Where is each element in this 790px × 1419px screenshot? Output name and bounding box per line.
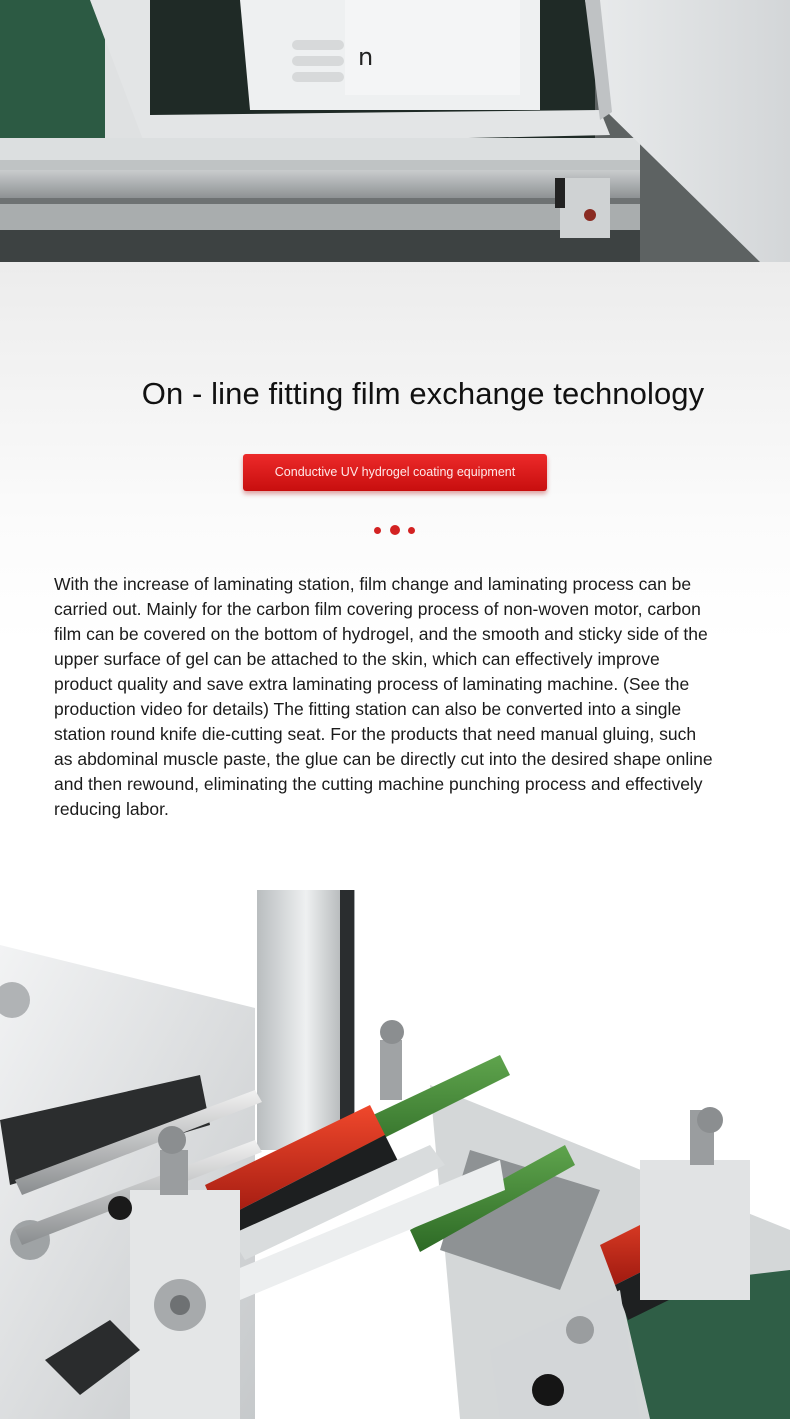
top-machine-photo: [0, 0, 790, 262]
section-title: On - line fitting film exchange technology: [141, 376, 705, 411]
dot-icon: [374, 527, 381, 534]
laminating-rollers-photo-icon: [0, 890, 790, 1419]
bottom-machine-photo: [0, 890, 790, 1419]
section-description: With the increase of laminating station, film change and laminating process can be carried out. Mainly for the carbon film covering process of non-woven motor, carbon film can be covered on the bottom of hydrogel, and the smooth and sticky side of the upper surface of gel can be attached to the skin, which can effectively improve product quality and save extra laminating process of laminating machine. (See the production video for details) The fitting station can also be converted into a single station round knife die-cutting seat. For the products that need manual gluing, such as abdominal muscle paste, the glue can be directly cut into the desired shape online and then rewound, eliminating the cutting machine punching process and effectively reducing labor.: [54, 574, 713, 819]
three-dots-divider-icon: [374, 524, 418, 536]
dot-icon: [390, 525, 400, 535]
dot-icon: [408, 527, 415, 534]
machine-panel-photo-icon: [0, 0, 790, 262]
photo-letter: n: [358, 43, 374, 71]
feature-section: [0, 262, 790, 890]
badge-label: Conductive UV hydrogel coating equipment: [243, 454, 547, 491]
